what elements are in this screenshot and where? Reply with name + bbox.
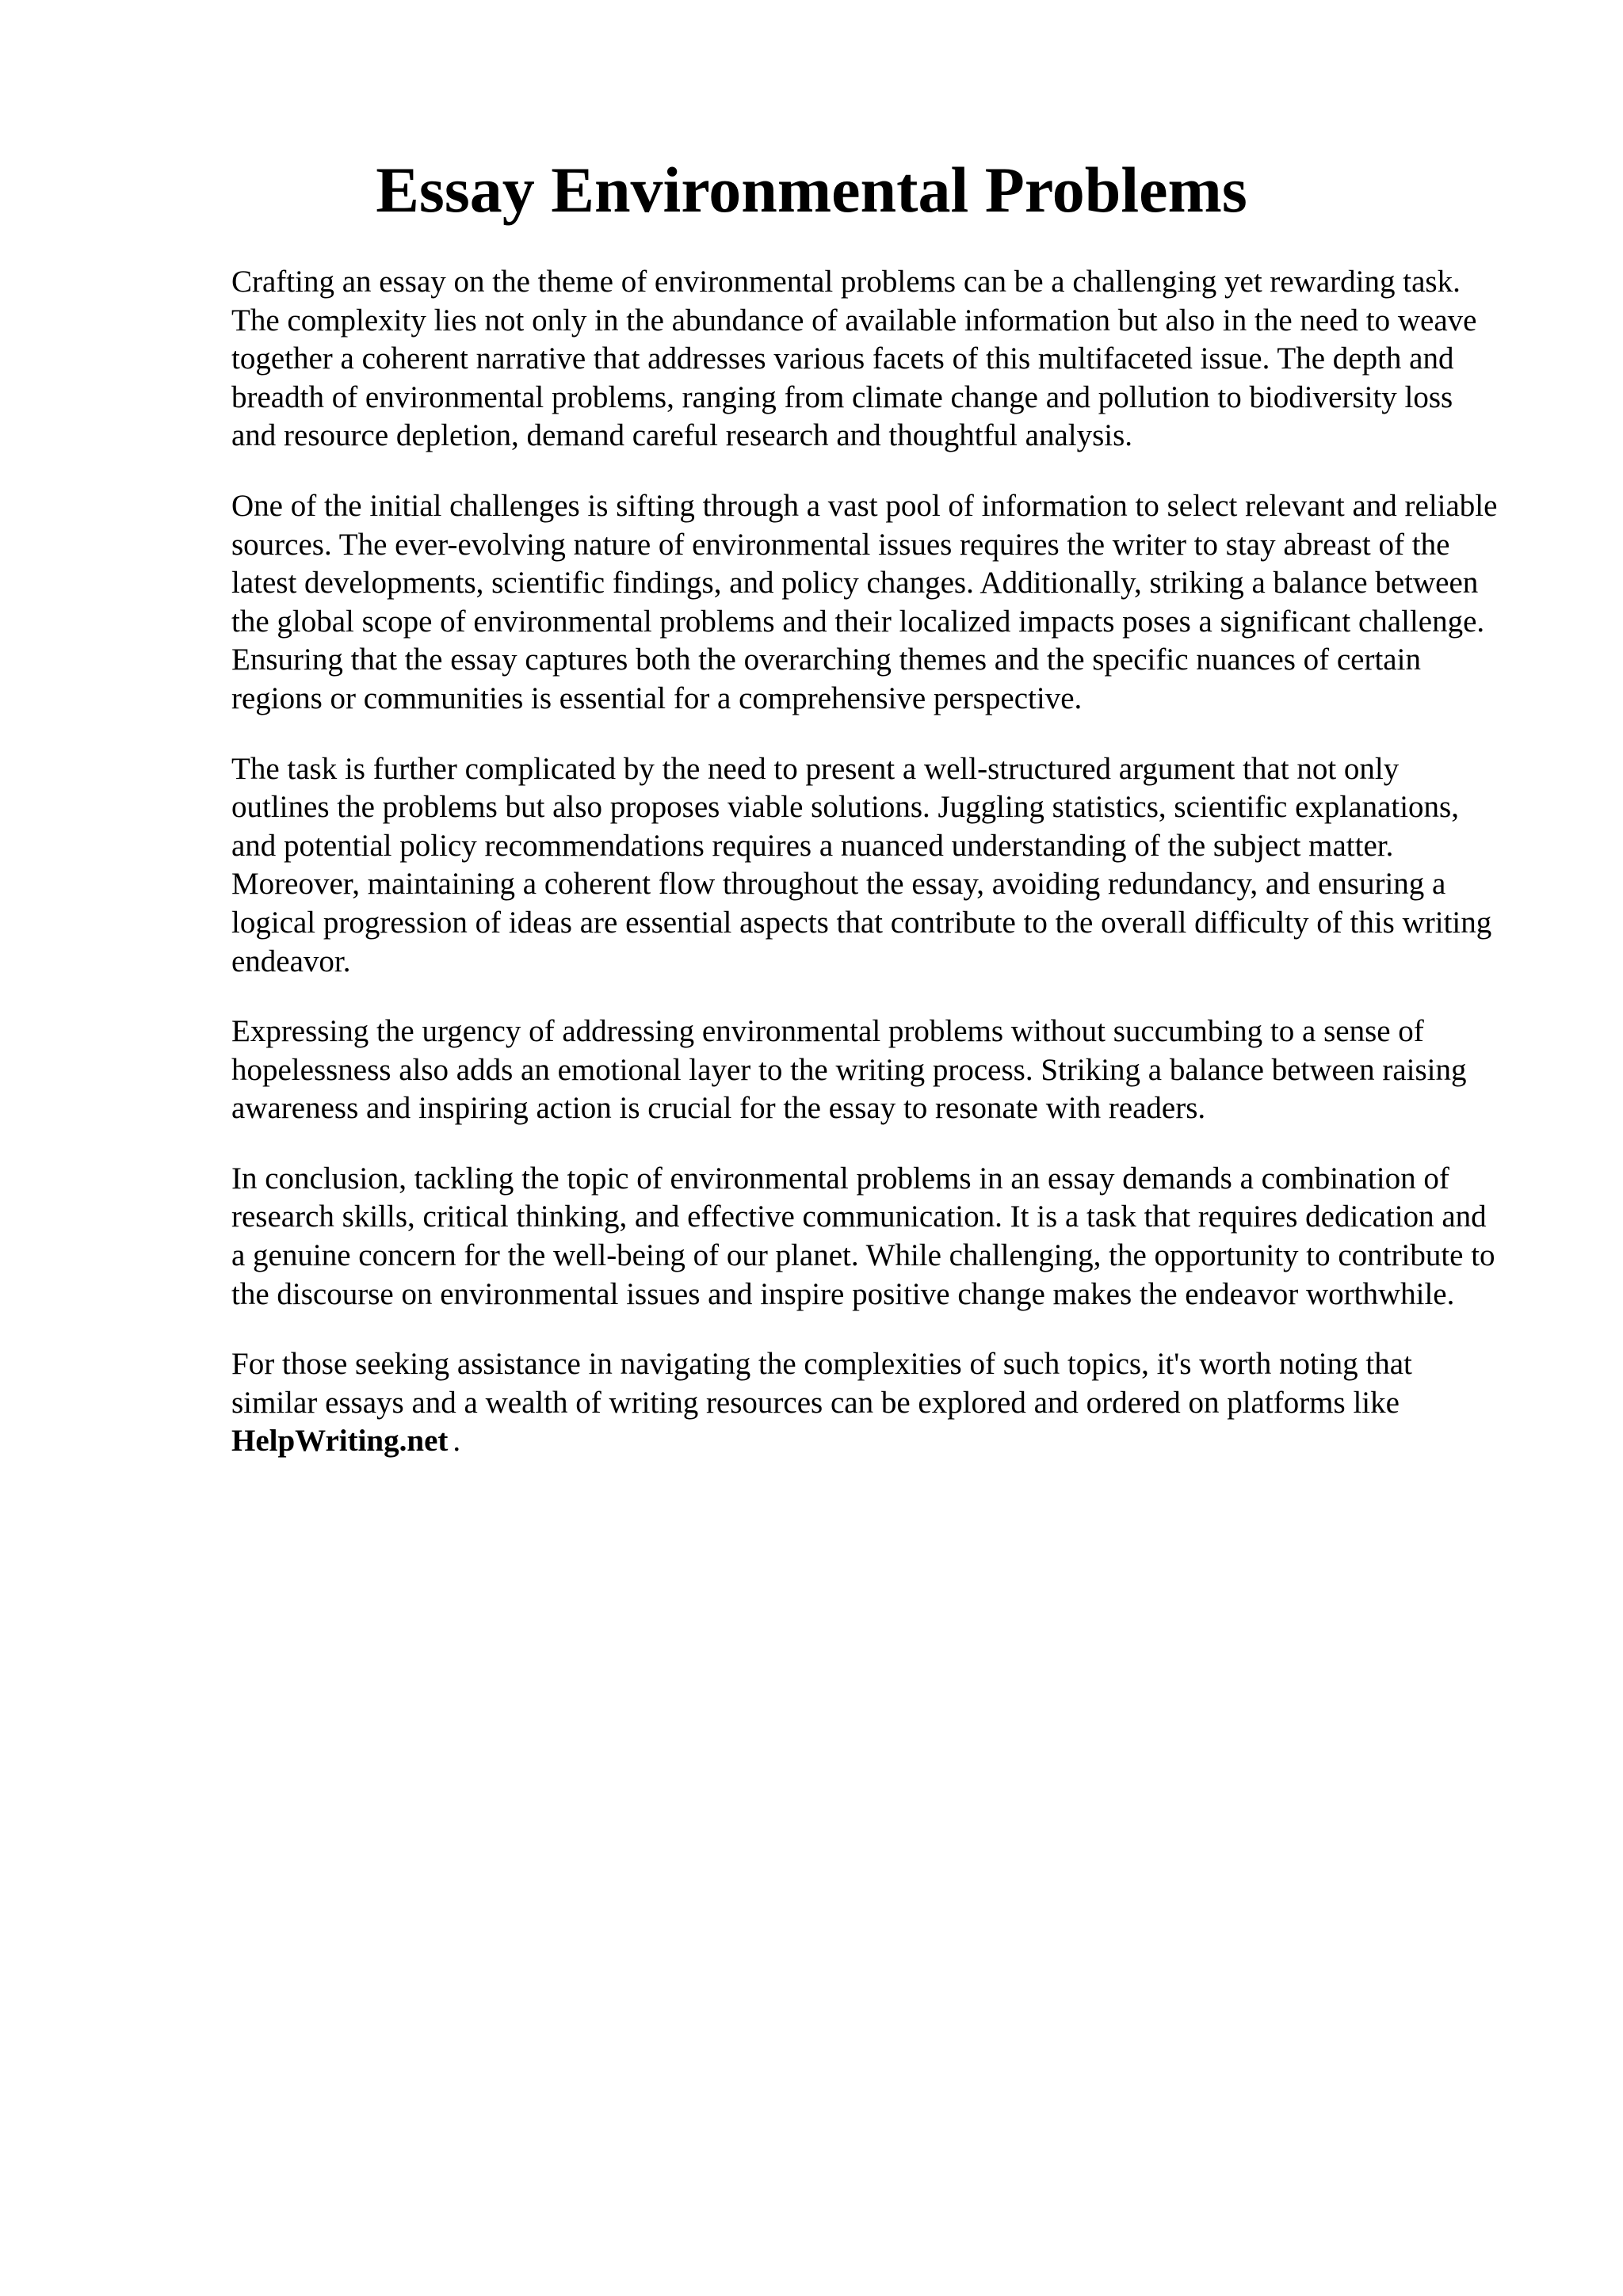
page-title: Essay Environmental Problems — [376, 154, 1247, 226]
paragraph-5: In conclusion, tackling the topic of environmental problems in an essay demands a combination of research skills, critical thinking, and effective communication. It is a task that requires dedication and a genuine concern for the well-being of our planet. While challenging, the opportunity to contribute to the discourse on environmental issues and inspire positive change makes the endeavor worthwhile. — [231, 1161, 1495, 1311]
paragraph-6-period: . — [453, 1424, 461, 1459]
helpwriting-link[interactable]: HelpWriting.net — [231, 1424, 449, 1459]
paragraph-1: Crafting an essay on the theme of environmental problems can be a challenging yet rewarding task. The complexity lies not only in the abundance of available information but also in the need to weave together a coherent narrative that addresses various facets of this multifaceted issue. The depth and breadth of environmental problems, ranging from climate change and pollution to biodiversity loss and resource depletion, demand careful research and thoughtful analysis. — [231, 265, 1477, 453]
paragraph-4: Expressing the urgency of addressing environmental problems without succumbing to a sense of hopelessness also adds an emotional layer to the writing process. Striking a balance between raising awareness and inspiring action is crucial for the essay to resonate with readers. — [231, 1014, 1467, 1126]
essay-body — [231, 263, 1499, 1493]
paragraph-6-text: For those seeking assistance in navigating the complexities of such topics, it's worth noting that similar essays and a wealth of writing resources can be explored and ordered on platforms like — [231, 1347, 1412, 1420]
paragraph-2: One of the initial challenges is sifting through a vast pool of information to select relevant and reliable sources. The ever-evolving nature of environmental issues requires the writer to stay abreast of the latest developments, scientific findings, and policy changes. Additionally, striking a balance between the global scope of environmental problems and their localized impacts poses a significant challenge. Ensuring that the essay captures both the overarching themes and the specific nuances of certain regions or communities is essential for a comprehensive perspective. — [231, 488, 1498, 715]
paragraph-3: The task is further complicated by the need to present a well-structured argument that not only outlines the problems but also proposes viable solutions. Juggling statistics, scientific explanations, and potential policy recommendations requires a nuanced understanding of the subject matter. Moreover, maintaining a coherent flow throughout the essay, avoiding redundancy, and ensuring a logical progression of ideas are essential aspects that contribute to the overall difficulty of this writing endeavor. — [231, 751, 1492, 978]
paragraph-6 — [231, 1345, 1499, 1461]
